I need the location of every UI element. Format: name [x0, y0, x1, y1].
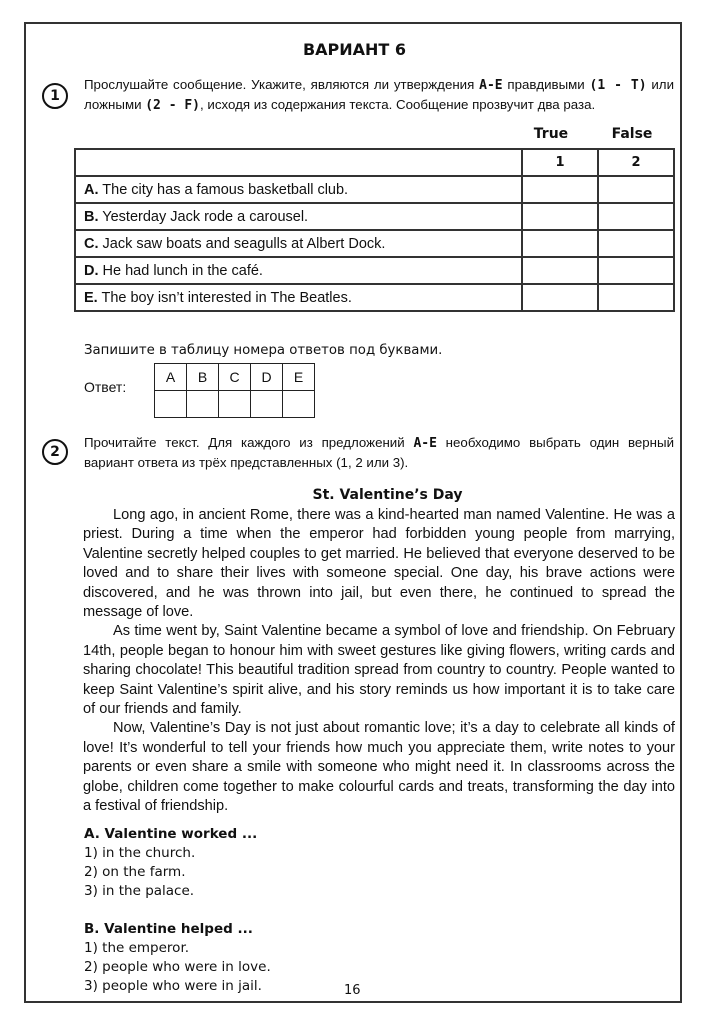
statement-letter: C. [84, 235, 99, 252]
reading-title: St. Valentine’s Day [312, 487, 463, 503]
answer-letter-cell: B [187, 364, 219, 391]
answer-input-cell[interactable] [187, 391, 219, 418]
answer-input-cell[interactable] [251, 391, 283, 418]
answer-input-cell[interactable] [155, 391, 187, 418]
answer-option[interactable]: 3) in the palace. [84, 883, 195, 899]
false-number-cell: 2 [598, 149, 674, 176]
statement-row [75, 203, 674, 230]
instruction-emphasis: (1 - T) [589, 78, 647, 93]
instruction-emphasis: (2 - F) [145, 98, 201, 113]
table-header-row [75, 149, 674, 176]
instruction-emphasis: A-E [479, 78, 503, 93]
instruction-text: правдивыми [502, 77, 590, 92]
instruction-text: Прослушайте сообщение. Укажите, являются ли утверждения [84, 77, 480, 92]
instruction-text: необходимо выбрать один верный вариант ответа из трёх представленных (1, 2 или 3). [84, 435, 675, 470]
answer-option[interactable]: 2) people who were in love. [84, 959, 271, 975]
instruction-text: , исходя из содержания текста. Сообщение прозвучит два раза. [200, 97, 596, 112]
true-false-table [74, 148, 675, 312]
false-answer-cell[interactable] [598, 284, 674, 311]
true-answer-cell[interactable] [522, 176, 598, 203]
statement-text: The city has a famous basketball club. [98, 181, 349, 198]
answer-letter-cell: D [251, 364, 283, 391]
answer-letters-row [155, 364, 315, 391]
question-stem: A. Valentine worked ... [84, 826, 258, 842]
statement-row [75, 284, 674, 311]
statement-letter: A. [84, 181, 99, 198]
statement-letter: B. [84, 208, 99, 225]
write-answers-instruction: Запишите в таблицу номера ответов под буквами. [84, 343, 443, 358]
answer-option[interactable]: 3) people who were in jail. [84, 978, 262, 994]
statement-cell [75, 257, 522, 284]
statement-text: He had lunch in the café. [98, 262, 263, 279]
reading-paragraph: Now, Valentine’s Day is not just about romantic love; it’s a day to celebrate all kinds of love! It’s wonderful to tell your friends how much you appreciate them, write notes to your parents or even share a smile with someone who might need it. In classrooms across the globe, children come together to make colourful cards and treats, transforming the day into a festival of friendship. [83, 720, 675, 815]
reading-text [83, 506, 675, 817]
statement-letter: D. [84, 262, 99, 279]
true-column-header: True [533, 126, 569, 142]
true-answer-cell[interactable] [522, 230, 598, 257]
reading-paragraph: As time went by, Saint Valentine became a symbol of love and friendship. On February 14th, people began to honour him with sweet gestures like giving flowers, writing cards and sharing chocolate! This beautiful tradition spread from country to country. People wanted to keep Saint Valentine’s spirit alive, and his story reminds us how important it is to take care of our friends and family. [83, 623, 675, 718]
true-answer-cell[interactable] [522, 203, 598, 230]
answer-option[interactable]: 2) on the farm. [84, 864, 186, 880]
page-number: 16 [344, 983, 361, 998]
task-number-badge-2: 2 [42, 439, 68, 465]
page-title: ВАРИАНТ 6 [302, 40, 407, 59]
task2-instruction [84, 433, 674, 472]
reading-paragraph: Long ago, in ancient Rome, there was a kind-hearted man named Valentine. He was a priest. During a time when the emperor had forbidden young people from marrying, Valentine secretly helped couples to get married. He believed that everyone deserved to be loved and to share their lives with someone special. One day, his brave actions were discovered, and he was thrown into jail, but even there, he continued to spread the message of love. [83, 507, 675, 621]
true-number-cell: 1 [522, 149, 598, 176]
false-answer-cell[interactable] [598, 176, 674, 203]
answer-letter-cell: A [155, 364, 187, 391]
question-stem: B. Valentine helped ... [84, 921, 253, 937]
answer-letter-cell: E [283, 364, 315, 391]
instruction-emphasis: A-E [413, 436, 437, 451]
statement-cell [75, 284, 522, 311]
false-answer-cell[interactable] [598, 257, 674, 284]
statement-cell [75, 230, 522, 257]
answer-option[interactable]: 1) in the church. [84, 845, 196, 861]
true-answer-cell[interactable] [522, 284, 598, 311]
instruction-text: или ложными [84, 77, 674, 112]
statement-text: The boy isn’t interested in The Beatles. [97, 289, 352, 306]
statement-text: Yesterday Jack rode a carousel. [98, 208, 309, 225]
statement-row [75, 176, 674, 203]
instruction-text: Прочитайте текст. Для каждого из предложений [84, 435, 414, 450]
false-column-header: False [611, 126, 653, 142]
statement-cell [75, 176, 522, 203]
statement-cell [75, 203, 522, 230]
answer-input-cell[interactable] [283, 391, 315, 418]
answer-input-cell[interactable] [219, 391, 251, 418]
statement-row [75, 257, 674, 284]
false-answer-cell[interactable] [598, 230, 674, 257]
statement-letter: E. [84, 289, 98, 306]
answer-option[interactable]: 1) the emperor. [84, 940, 190, 956]
answer-grid [154, 363, 315, 418]
answer-values-row [155, 391, 315, 418]
task-number-badge-1: 1 [42, 83, 68, 109]
statement-row [75, 230, 674, 257]
false-answer-cell[interactable] [598, 203, 674, 230]
answer-label: Ответ: [84, 379, 127, 395]
answer-letter-cell: C [219, 364, 251, 391]
statement-header-cell [75, 149, 522, 176]
question-block [84, 920, 271, 996]
question-block [84, 825, 257, 901]
task1-instruction [84, 75, 674, 115]
statement-text: Jack saw boats and seagulls at Albert Dock. [98, 235, 386, 252]
true-answer-cell[interactable] [522, 257, 598, 284]
